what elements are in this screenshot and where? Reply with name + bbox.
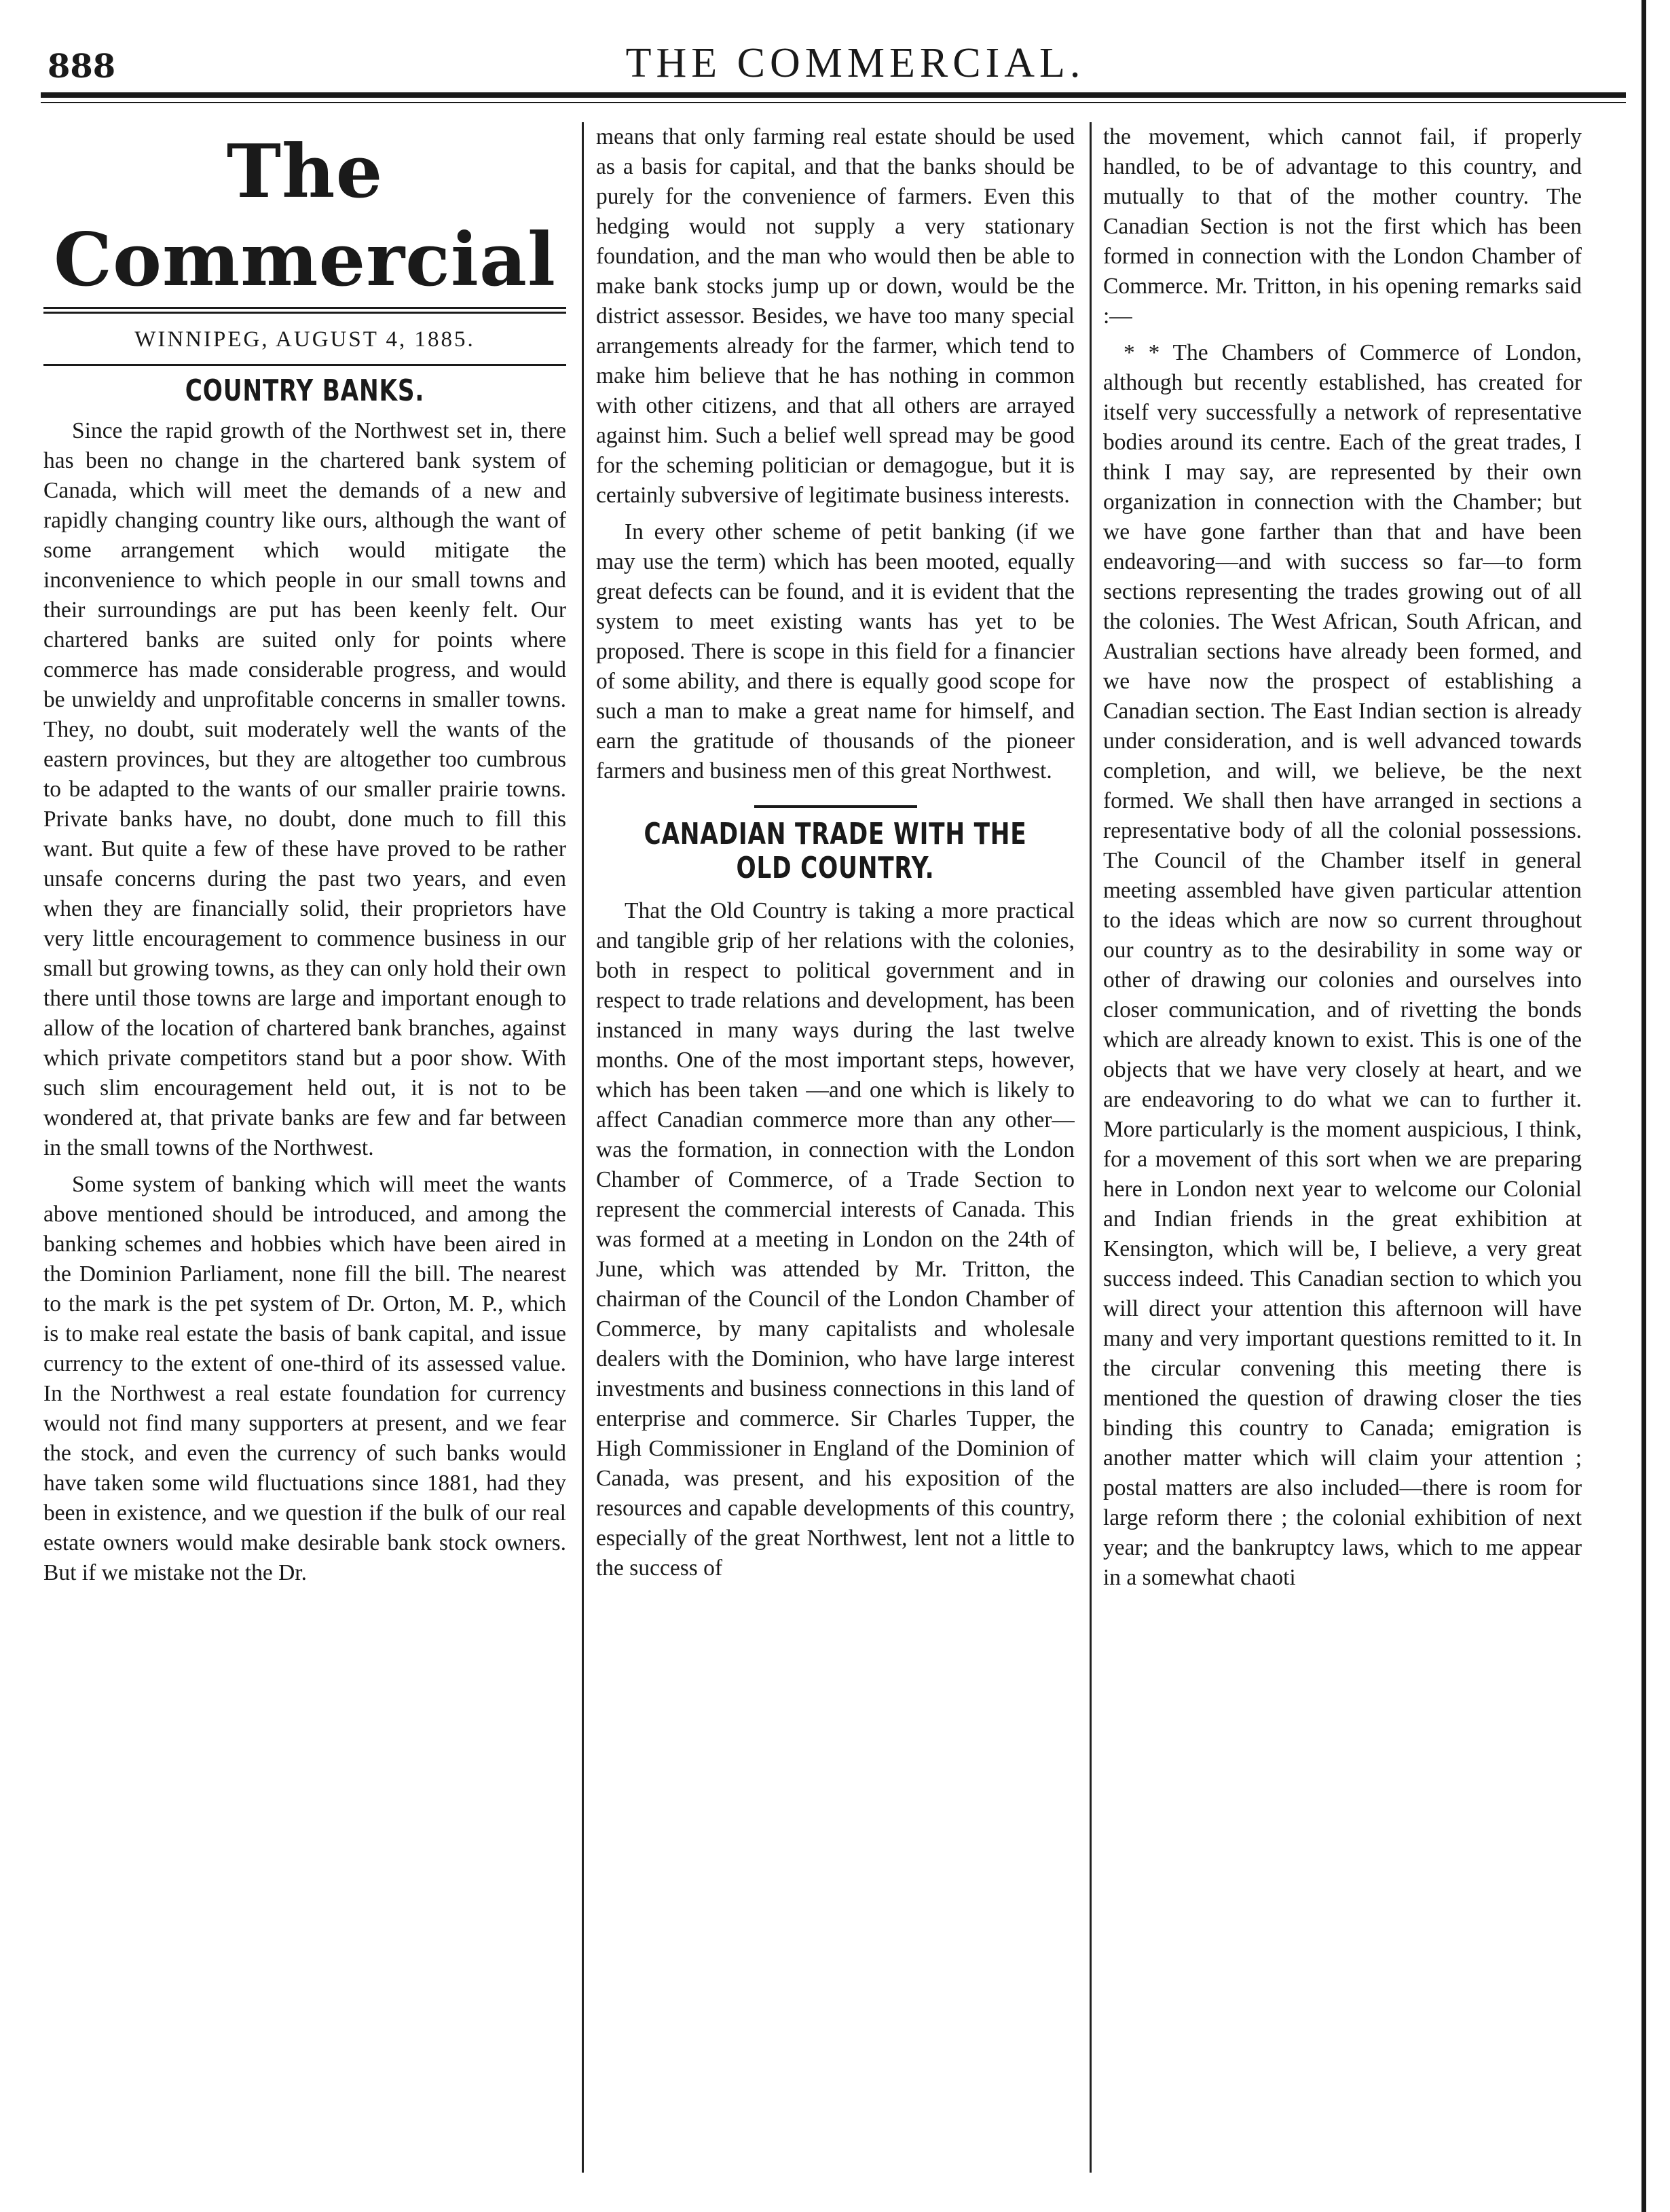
column-divider: [1090, 122, 1092, 2173]
masthead-rule: [43, 312, 566, 314]
page-edge-rule: [1641, 0, 1646, 2212]
article-paragraph: In every other scheme of petit banking (if we may use the term) which has been mooted, equally great defects can be found, and it is evident that the system to meet existing wants has yet to be proposed. There is scope in this field for a financier of some ability, and there is equally good scope for such a man to make a great name for himself, and earn the gratitude of thousands of the pioneer farmers and business men of this great Northwest.: [596, 519, 1075, 784]
masthead-rule: [43, 307, 566, 309]
column-2: [596, 122, 1075, 2186]
article-separator: [754, 805, 917, 808]
dateline: WINNIPEG, AUGUST 4, 1885.: [134, 327, 475, 352]
column-3: [1103, 122, 1582, 2186]
header-rule: [41, 92, 1626, 98]
column-divider: [582, 122, 584, 2173]
header-rule-thin: [41, 102, 1626, 103]
article-heading: CANADIAN TRADE WITH THE OLD COUNTRY.: [644, 817, 1027, 885]
page-number: 888: [48, 48, 116, 86]
dateline-rule: [43, 364, 566, 366]
article-paragraph: Some system of banking which will meet the wants above mentioned should be introduced, and among the banking schemes and hobbies which have been aired in the Dominion Parliament, none fill the bill. The nearest to the mark is the pet system of Dr. Orton, M. P., which is to make real estate the basis of bank capital, and issue currency to the extent of one-third of its assessed value. In the Northwest a real estate foundation for currency would not find many supporters at present, and we fear the stock, and even the currency of such banks would have taken some wild fluctuations since 1881, had they been in existence, and we question if the bulk of our real estate owners would make desirable bank stock owners. But if we mistake not the Dr.: [43, 1172, 566, 1585]
article-paragraph: That the Old Country is taking a more practical and tangible grip of her relations with the colonies, both in respect to political government and in respect to trade relations and development, has been instanced in many ways during the last twelve months. One of the most important steps, however, which has been taken —and one which is likely to affect Canadian commerce more than any other— was the formation, in connection with the London Chamber of Commerce, of a Trade Section to represent the commercial interests of Canada. This was formed at a meeting in London on the 24th of June, which was attended by Mr. Tritton, the chairman of the Council of the London Chamber of Commerce, by many capitalists and wholesale dealers with the Dominion, who have large interest investments and business connections in this land of enterprise and commerce. Sir Charles Tupper, the High Commissioner in England of the Dominion of Canada, was present, and his exposition of the resources and capable developments of this country, especially of the great Northwest, lent not a little to the success of: [596, 898, 1075, 1581]
article-paragraph: Since the rapid growth of the Northwest set in, there has been no change in the chartered bank system of Canada, which will meet the demands of a new and rapidly changing country like ours, although the want of some arrangement which would mitigate the inconvenience to which people in our small towns and their surroundings are put has been keenly felt. Our chartered banks are suited only for points where commerce has made considerable progress, and would be unwieldy and unprofitable concerns in smaller towns. They, no doubt, suit moderately well the wants of the eastern provinces, but they are altogether too cumbrous to be adapted to the wants of our smaller prairie towns. Private banks have, no doubt, done much to fill this want. But quite a few of these have proved to be rather unsafe concerns during the past two years, and even when they are financially solid, their proprietors have very little encouragement to commence business in our small but growing towns, as they can only hold their own there until those towns are large and important enough to allow of the location of chartered bank branches, against which private competitors stand but a poor show. With such slim encouragement held out, it is not to be wondered at, that private banks are few and far between in the small towns of the Northwest.: [43, 418, 566, 1160]
running-title: THE COMMERCIAL.: [625, 40, 1086, 86]
quoted-paragraph: * * The Chambers of Commerce of London, although but recently established, has created for itself very successfully a network of representative bodies around its centre. Each of the great trades, I think I may say, are represented by their own organization in connection with the Chamber; but we have gone farther than that and have been endeavoring—and with success so far—to form sections representing the trades growing out of all the colonies. The West African, South African, and Australian sections have already been formed, and we have now the prospect of establishing a Canadian section. The East Indian section is already under consideration, and is well advanced towards completion, and will, we believe, be the next formed. We shall then have arranged in sections a representative body of all the colonial possessions. The Council of the Chamber itself in general meeting assembled have given particular attention to the ideas which are now so current throughout our country as to the desirability in some way or other of drawing our colonies and ourselves into closer communication, and of rivetting the bonds which are already known to exist. This is one of the objects that we have very closely at heart, and we are endeavoring to do what we can to further it. More particularly is the moment auspicious, I think, for a movement of this sort when we are preparing here in London next year to welcome our Colonial and Indian friends in the great exhibition at Kensington, which will be, I believe, a very great success indeed. This Canadian section to which you will direct your attention this afternoon will have many and very important questions remitted to it. In the circular convening this meeting there is mentioned the question of drawing closer the ties binding this country to Canada; emigration is another matter which will claim your attention ; postal matters are also included—there is room for large reform there ; the colonial exhibition of next year; and the bankruptcy laws, which to me appear in a somewhat chaoti: [1103, 340, 1582, 1590]
article-heading: COUNTRY BANKS.: [185, 373, 425, 408]
article-paragraph: the movement, which cannot fail, if properly handled, to be of advantage to this country, and mutually to that of the mother country. The Canadian Section is not the first which has been formed in connection with the London Chamber of Commerce. Mr. Tritton, in his opening remarks said :—: [1103, 124, 1582, 329]
column-1: [43, 122, 566, 2186]
masthead-title: The Commercial: [54, 129, 556, 303]
article-paragraph: means that only farming real estate should be used as a basis for capital, and that the banks should be purely for the convenience of farmers. Even this hedging would not supply a very stationary foundation, and the man who would then be able to make bank stocks jump up or down, would be the district assessor. Besides, we have too many special arrangements already for the farmer, which tend to make him believe that he has nothing in common with other citizens, and that all others are arrayed against him. Such a belief well spread may be good for the scheming politician or demagogue, but it is certainly subversive of legitimate business interests.: [596, 124, 1075, 508]
